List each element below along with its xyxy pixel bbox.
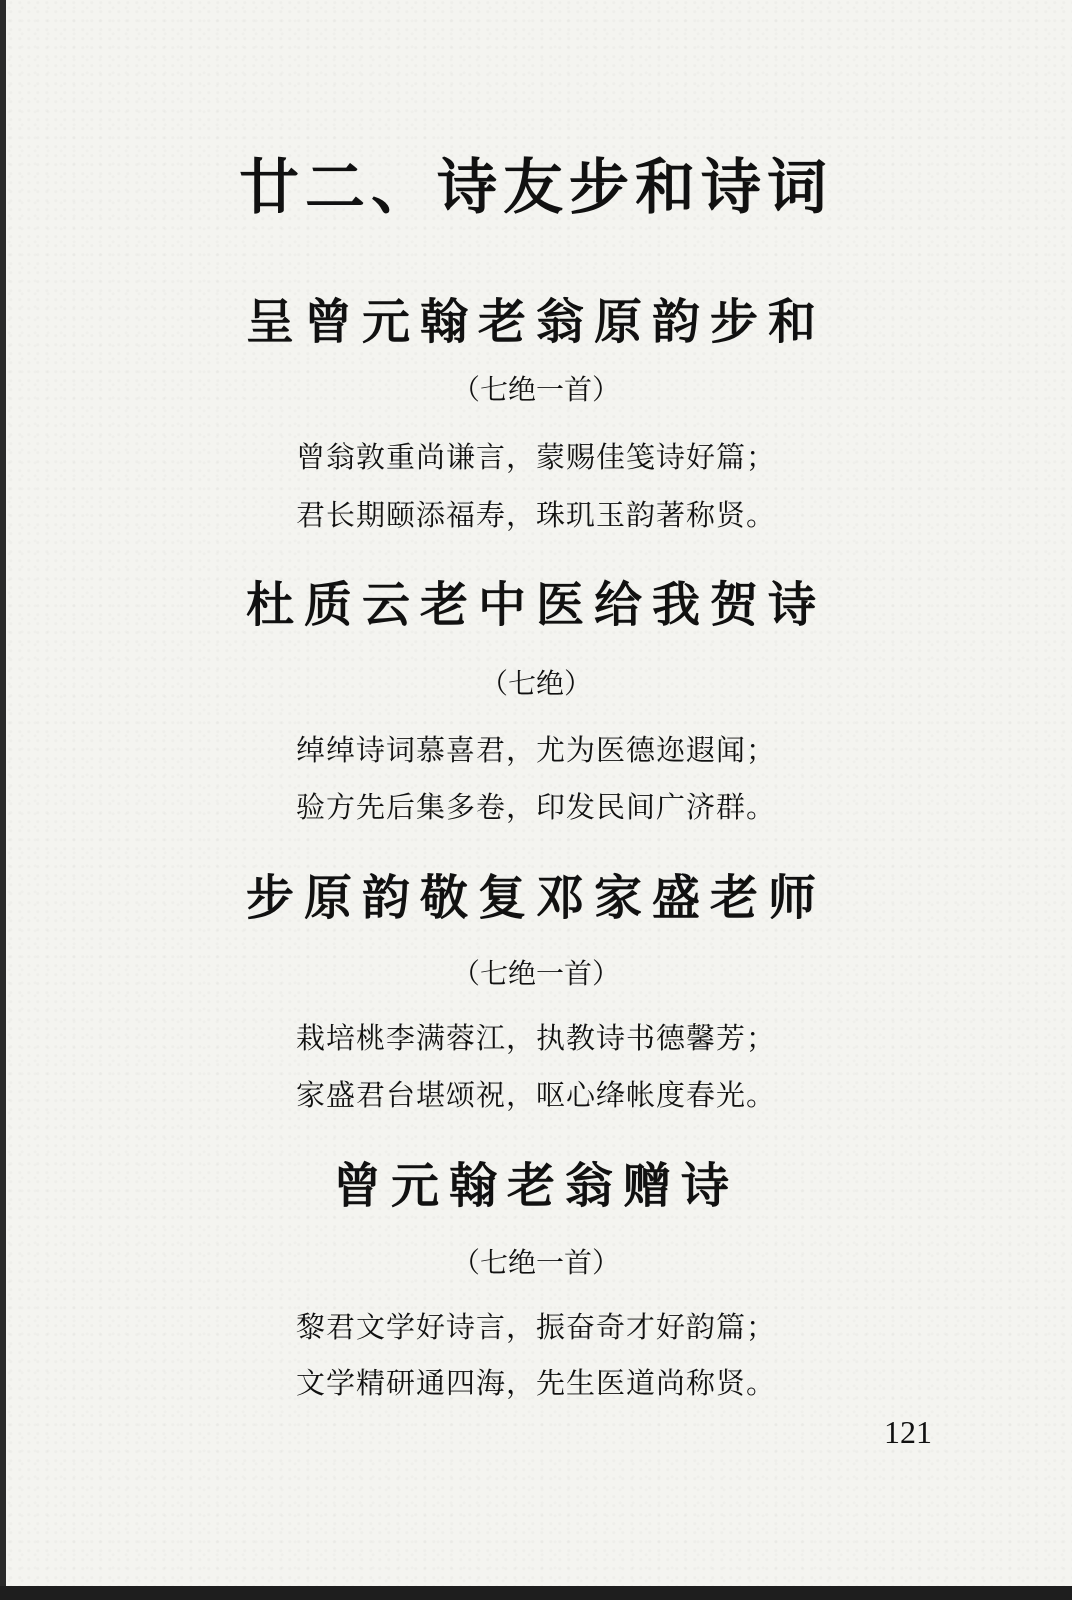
poem-1-line-2: 君长期颐添福寿，珠玑玉韵著称贤。 <box>295 498 776 532</box>
poem-title-4: 曾元翰老翁赠诗 <box>332 1158 739 1214</box>
poem-4-line-1: 黎君文学好诗言，振奋奇才好韵篇； <box>295 1310 776 1344</box>
poem-title-2: 杜质云老中医给我贺诗 <box>245 577 826 633</box>
poem-4-line-2: 文学精研通四海，先生医道尚称贤。 <box>295 1366 776 1400</box>
poem-form-2: （七绝） <box>479 667 592 700</box>
page-number: 121 <box>884 1414 932 1450</box>
poem-3-line-2: 家盛君台堪颂祝，呕心绛帐度春光。 <box>295 1078 776 1112</box>
poem-title-3: 步原韵敬复邓家盛老师 <box>245 870 826 926</box>
poem-2-line-2: 验方先后集多卷，印发民间广济群。 <box>295 790 776 824</box>
poem-form-4: （七绝一首） <box>451 1246 620 1279</box>
poem-3-line-1: 栽培桃李满蓉江，执教诗书德馨芳； <box>295 1021 776 1055</box>
poem-2-line-1: 绰绰诗词慕喜君，尤为医德迩遐闻； <box>295 733 776 767</box>
poem-form-1: （七绝一首） <box>451 373 620 406</box>
scan-bottom-edge <box>0 1586 1072 1600</box>
chapter-title: 廿二、诗友步和诗词 <box>239 153 833 223</box>
poem-title-1: 呈曾元翰老翁原韵步和 <box>245 294 826 350</box>
poem-1-line-1: 曾翁敦重尚谦言，蒙赐佳笺诗好篇； <box>295 440 776 474</box>
poem-form-3: （七绝一首） <box>451 957 620 990</box>
